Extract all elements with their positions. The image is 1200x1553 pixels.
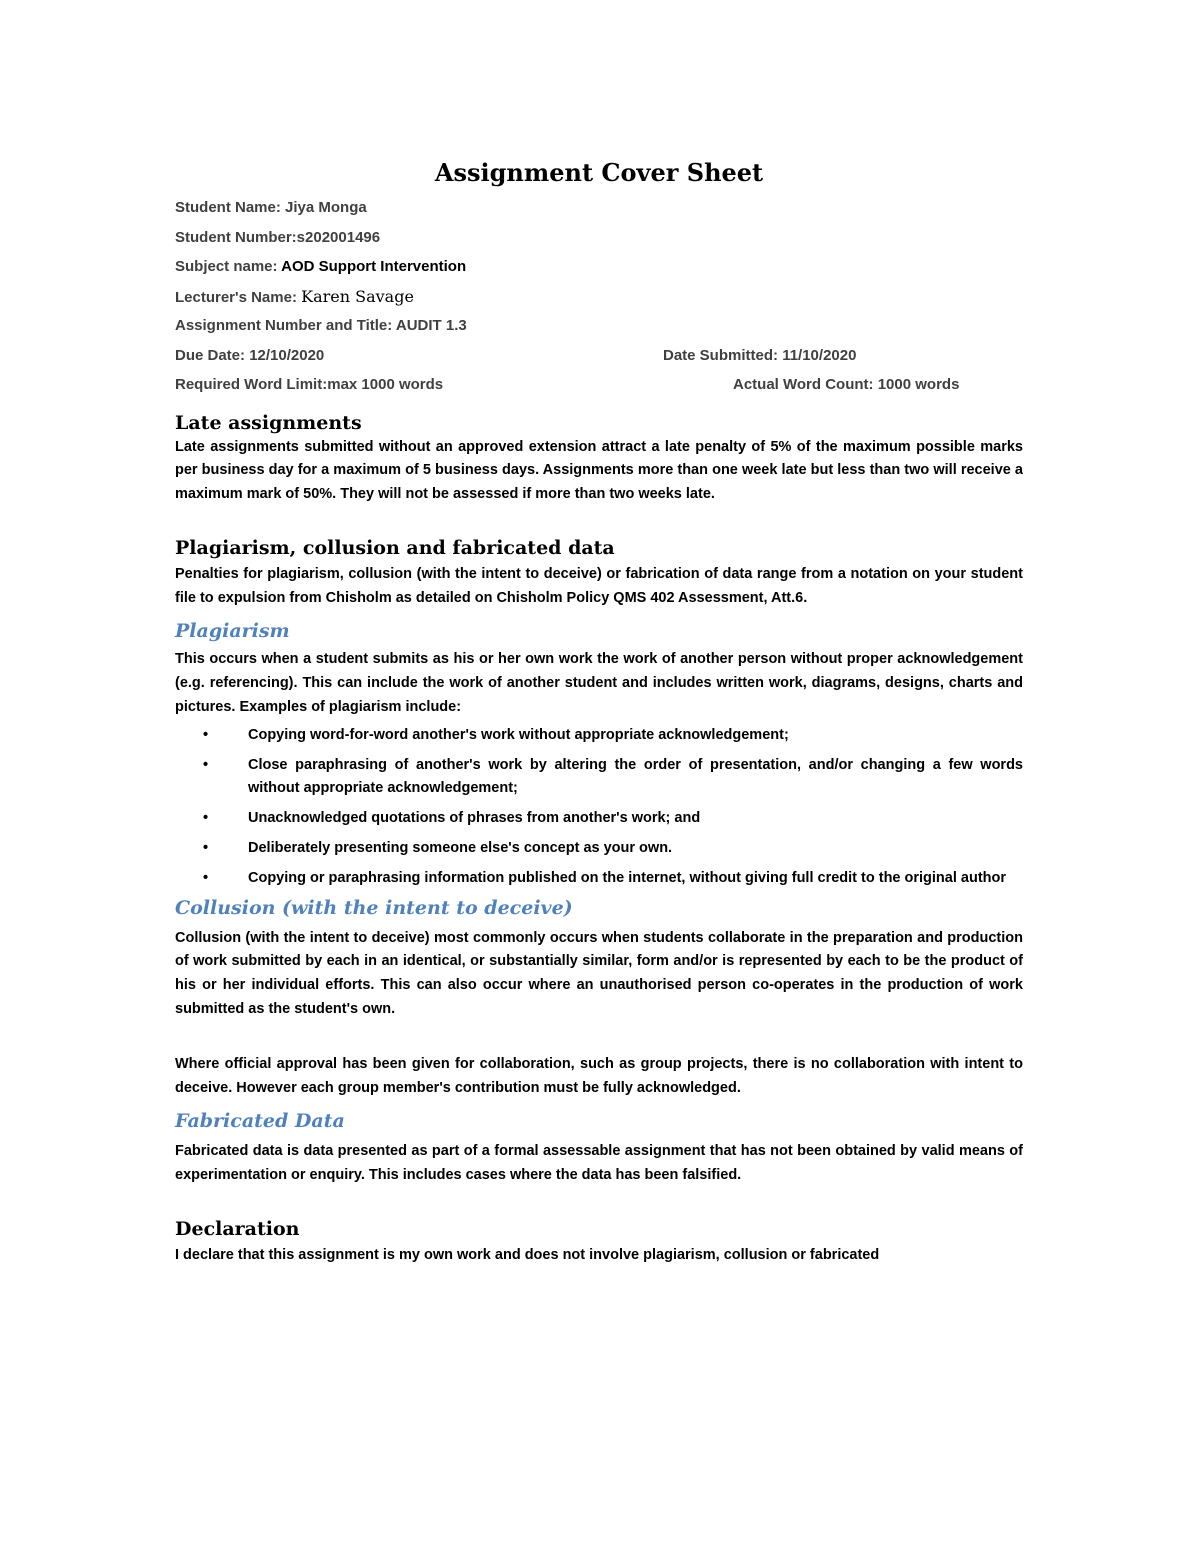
bullet-icon: •: [203, 840, 209, 857]
late-heading: Late assignments: [175, 411, 362, 434]
bullet-icon: •: [203, 810, 209, 827]
word-count-value: 1000 words: [877, 376, 960, 393]
plagiarism-heading: Plagiarism: [175, 620, 290, 643]
declaration-heading: Declaration: [175, 1218, 300, 1241]
student-name-label: Student Name:: [175, 199, 286, 216]
due-date-label: Due Date:: [175, 346, 250, 364]
student-name-field: [175, 193, 1023, 223]
plagiarism-examples-list: [175, 724, 1023, 891]
actual-word-count: [733, 370, 959, 400]
assignment-value: AUDIT 1.3: [395, 317, 467, 334]
plagiarism-section-text: Penalties for plagiarism, collusion (with the intent to deceive) or fabrication of data range from a notation on your student file to expulsion from Chisholm as detailed on Chisholm Policy QMS 402 Assessment, Att.6.: [175, 565, 1023, 606]
lecturer-label: Lecturer's Name:: [175, 288, 302, 306]
list-item-text: Copying or paraphrasing information published on the internet, without giving full credit to the original author: [248, 869, 1007, 886]
collusion-heading: Collusion (with the intent to deceive): [175, 896, 573, 919]
list-item: [175, 867, 1023, 891]
list-item-text: Deliberately presenting someone else's concept as your own.: [248, 840, 673, 857]
subject-field: [175, 252, 1023, 282]
assignment-field: [175, 311, 1023, 341]
lecturer-value: Karen Savage: [301, 286, 414, 306]
word-limit-label: Required Word Limit:: [175, 376, 328, 393]
date-submitted: [663, 341, 856, 371]
lecturer-field: [175, 282, 1023, 312]
date-submitted-value: 11/10/2020: [782, 346, 857, 364]
collusion-approval-text: Where official approval has been given for collaboration, such as group projects, there is no collaboration with intent to deceive. However each group member's contribution must be fully acknowledged.: [175, 1055, 1023, 1096]
student-number-field: [175, 223, 1023, 253]
subject-label: Subject name:: [175, 258, 282, 275]
fabricated-text: Fabricated data is data presented as part of a formal assessable assignment that has not been obtained by valid means of experimentation or enquiry. This includes cases where the data has been falsified.: [175, 1143, 1023, 1184]
list-item: [175, 837, 1023, 861]
list-item: [175, 807, 1023, 831]
word-limit-value: max 1000 words: [327, 376, 444, 393]
plagiarism-section-heading: Plagiarism, collusion and fabricated data: [175, 536, 615, 559]
word-count-label: Actual Word Count:: [733, 376, 878, 393]
word-count-field: [175, 370, 1023, 400]
late-text: Late assignments submitted without an approved extension attract a late penalty of 5% of the maximum possible marks per business day for a maximum of 5 business days. Assignments more than one week late but less than two will receive a maximum mark of 50%. They will not be assessed if more than two weeks late.: [175, 438, 1023, 503]
page-title: Assignment Cover Sheet: [434, 158, 764, 187]
bullet-icon: •: [203, 756, 209, 773]
date-submitted-label: Date Submitted:: [663, 346, 783, 364]
cover-sheet-page: [175, 158, 1023, 1268]
due-date-value: 12/10/2020: [249, 346, 325, 364]
list-item: [175, 754, 1023, 802]
dates-field: [175, 341, 1023, 371]
assignment-label: Assignment Number and Title:: [175, 317, 396, 334]
fabricated-heading: Fabricated Data: [175, 1110, 345, 1133]
list-item: [175, 724, 1023, 748]
collusion-text: Collusion (with the intent to deceive) most commonly occurs when students collaborate in the preparation and production of work submitted by each in an identical, or substantially similar, form and/or is represented by each to be the product of his or her individual efforts. This can also occur where an unauthorised person co-operates in the production of work submitted as the student's own.: [175, 929, 1023, 1018]
list-item-text: Unacknowledged quotations of phrases from another's work; and: [248, 810, 701, 827]
bullet-icon: •: [203, 726, 209, 743]
plagiarism-text: This occurs when a student submits as his or her own work the work of another person without proper acknowledgement (e.g. referencing). This can include the work of another student and includes written work, diagrams, designs, charts and pictures. Examples of plagiarism include:: [175, 651, 1023, 716]
student-number-value: s202001496: [296, 228, 381, 246]
subject-value: AOD Support Intervention: [281, 258, 467, 275]
list-item-text: Close paraphrasing of another's work by altering the order of presentation, and/or changing a few words without appropriate acknowledgement;: [248, 756, 1023, 797]
declaration-text: I declare that this assignment is my own work and does not involve plagiarism, collusion or fabricated: [175, 1247, 880, 1264]
bullet-icon: •: [203, 869, 209, 886]
student-name-value: Jiya Monga: [285, 199, 367, 216]
student-number-label: Student Number:: [175, 228, 297, 246]
list-item-text: Copying word-for-word another's work without appropriate acknowledgement;: [248, 726, 789, 743]
